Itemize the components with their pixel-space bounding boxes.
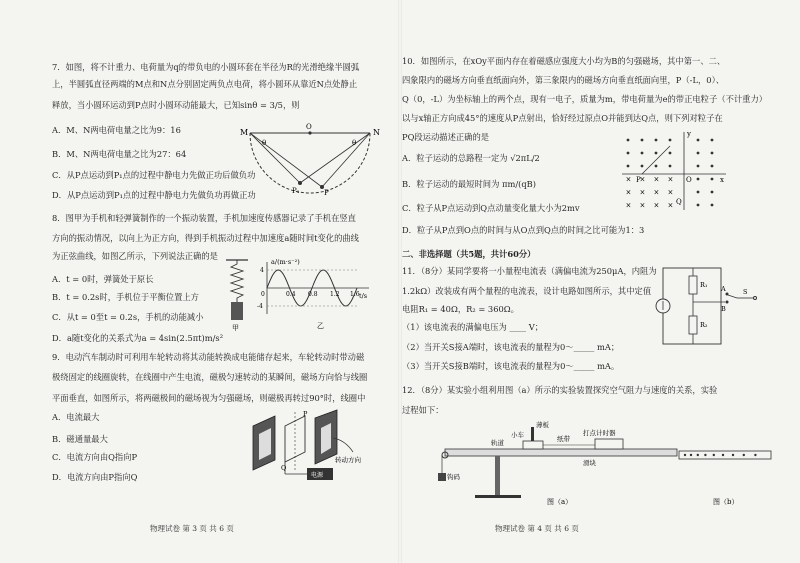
q8-spring-phone-figure bbox=[222, 258, 252, 330]
field-dot-mark bbox=[697, 191, 700, 194]
field-cross-mark: × bbox=[625, 175, 632, 184]
field-cross-mark: × bbox=[667, 188, 674, 197]
q8-line3: 为正弦曲线，如图乙所示，下列说法正确的是 bbox=[52, 251, 218, 261]
field-cross-mark: × bbox=[667, 201, 674, 210]
q8-label-jia: 甲 bbox=[232, 324, 239, 332]
q8-option-d: D．a随t变化的关系式为a = 4sin(2.5πt)m/s² bbox=[52, 333, 224, 343]
q9-line1: 9．电动汽车制动时可利用车轮转动将其动能转换成电能储存起来，车轮转动时带动磁 bbox=[52, 352, 365, 362]
q11-part2: （2）当开关S接A端时，该电流表的量程为0～_____ mA； bbox=[402, 342, 620, 352]
q8-option-c: C．从t = 0至t = 0.2s，手机的动能减小 bbox=[52, 312, 204, 322]
field-dot-mark bbox=[697, 139, 700, 142]
q7-semicircle-figure bbox=[240, 125, 380, 195]
q7-label-p1: P₁ bbox=[292, 187, 300, 195]
field-dot-mark bbox=[697, 165, 700, 168]
q7-line2: 上，半圆弧直径两端的M点和N点分别固定两负点电荷，将小圆环从靠近N点处静止 bbox=[52, 79, 358, 89]
q7-label-m: M bbox=[240, 128, 249, 137]
q8-label-yi: 乙 bbox=[317, 322, 324, 330]
q11-circuit-figure bbox=[645, 262, 785, 352]
q11-part1: （1）该电流表的满偏电压为 ____ V； bbox=[402, 322, 543, 332]
q10-option-b: B．粒子运动的最短时间为 πm/(qB) bbox=[402, 179, 536, 189]
q9-label-p: P bbox=[303, 410, 308, 418]
field-cross-mark: × bbox=[653, 188, 660, 197]
q12-label-timer: 打点计时器 bbox=[583, 429, 616, 437]
q10-line4: 以与x轴正方向成45°的速度从P点射出，恰好经过原点O并能到达Q点，则下列对粒子在 bbox=[402, 113, 723, 123]
q9-option-d: D．电流方向由P指向Q bbox=[52, 472, 138, 482]
field-dot-mark bbox=[641, 165, 644, 168]
q12-label-tape: 纸带 bbox=[557, 435, 570, 443]
q12-label-car: 小车 bbox=[511, 431, 524, 439]
field-cross-mark: × bbox=[639, 188, 646, 197]
tape-dot bbox=[732, 454, 734, 456]
q7-option-c: C．从P点运动到P₁点的过程中静电力先做正功后做负功 bbox=[52, 170, 256, 180]
q11-line3: 电阻R₁ = 40Ω，R₂ = 360Ω。 bbox=[402, 304, 519, 314]
tape-dot bbox=[697, 454, 699, 456]
tape-dot bbox=[722, 454, 724, 456]
q8-line1: 8．图甲为手机和轻弹簧制作的一个振动装置，手机加速度传感器记录了手机在竖直 bbox=[52, 213, 356, 223]
q8-tick-0: 0 bbox=[261, 291, 265, 298]
q10-label-o: O bbox=[686, 176, 692, 184]
q9-option-a: A．电流最大 bbox=[52, 412, 100, 422]
q8-tlabel: t/s bbox=[359, 292, 368, 300]
q11-line2: 1.2kΩ）改装成有两个量程的电流表，设计电路如图所示，其中定值 bbox=[402, 286, 652, 296]
field-dot-mark bbox=[711, 139, 714, 142]
q11-label-a: A bbox=[721, 285, 726, 293]
tape-dot bbox=[754, 454, 756, 456]
q12-tape-figure-b bbox=[675, 415, 775, 505]
q8-acceleration-graph bbox=[257, 258, 372, 330]
field-dot-mark bbox=[697, 152, 700, 155]
q10-line3: Q（0，-L）为坐标轴上的两个点，现有一电子，质量为m，带电荷量为e的带正电粒子（不计重力） bbox=[402, 94, 768, 104]
q10-magnetic-field-figure bbox=[620, 130, 730, 212]
field-dot-mark bbox=[711, 204, 714, 207]
q11-line1: 11．（8分）某同学要将一小量程电流表（满偏电流为250μA，内阻为 bbox=[402, 266, 657, 276]
q10-label-q: Q bbox=[676, 198, 682, 206]
field-dot-mark bbox=[711, 165, 714, 168]
q10-line5: PQ段运动描述正确的是 bbox=[402, 132, 490, 142]
q9-line2: 极绕固定的线圈旋转，在线圈中产生电流，磁极匀速转动的某瞬间，磁场方向恰与线圈 bbox=[52, 372, 368, 382]
field-cross-mark: × bbox=[625, 188, 632, 197]
field-dot-mark bbox=[711, 152, 714, 155]
q12-label-slider: 滑块 bbox=[583, 459, 596, 467]
q8-line2: 方向的振动情况，以向上为正方向，得到手机振动过程中加速度a随时间t变化的曲线 bbox=[52, 233, 359, 243]
field-cross-mark: × bbox=[653, 201, 660, 210]
tape-dot bbox=[713, 454, 715, 456]
q10-option-a: A．粒子运动的总路程一定为 √2πL/2 bbox=[402, 153, 540, 163]
q8-tick-04: 0.4 bbox=[286, 291, 296, 298]
q9-line3: 平面垂直，如图所示，将两磁极间的磁场视为匀强磁场，则磁极再转过90°时，线圈中 bbox=[52, 393, 366, 403]
q11-label-r1: R₁ bbox=[700, 281, 708, 289]
q12-label-rail: 轨道 bbox=[491, 439, 504, 447]
q7-label-theta-left: θ bbox=[262, 139, 267, 147]
field-cross-mark: × bbox=[653, 175, 660, 184]
q8-y-minus4: -4 bbox=[257, 303, 263, 310]
q12-label-plate: 薄板 bbox=[536, 421, 549, 429]
field-dot-mark bbox=[627, 165, 630, 168]
q11-part3: （3）当开关S接B端时，该电流表的量程为0～_____ mA。 bbox=[402, 361, 620, 371]
q10-label-p: P bbox=[636, 176, 641, 184]
q9-option-c: C．电流方向由Q指向P bbox=[52, 452, 138, 462]
section-2-heading: 二、非选择题（共5题，共计60分） bbox=[402, 249, 536, 259]
q9-rotation-label: 转动方向 bbox=[335, 456, 361, 464]
q10-line1: 10．如图所示，在xOy平面内存在着磁感应强度大小均为B的匀强磁场，其中第一、二、 bbox=[402, 56, 726, 66]
q7-option-a: A．M、N两电荷电量之比为9：16 bbox=[52, 125, 181, 135]
q7-option-b: B．M、N两电荷电量之比为27：64 bbox=[52, 149, 187, 159]
field-dot-mark bbox=[711, 178, 714, 181]
field-dot-mark bbox=[669, 139, 672, 142]
field-dot-mark bbox=[655, 165, 658, 168]
q8-tick-12: 1.2 bbox=[330, 291, 340, 298]
q9-label-q: Q bbox=[281, 464, 287, 472]
q10-line2: 四象限内的磁场方向垂直纸面向外，第三象限内的磁场方向垂直纸面向里，P（-L，0）、 bbox=[402, 75, 725, 85]
field-cross-mark: × bbox=[625, 201, 632, 210]
q7-label-n: N bbox=[373, 128, 380, 137]
q7-line1: 7．如图，将不计重力、电荷量为q的带负电的小圆环套在半径为R的光滑绝缘半圆弧 bbox=[52, 62, 360, 72]
page-4 bbox=[400, 0, 800, 563]
q12-line1: 12．（8分）某实验小组利用图（a）所示的实验装置探究空气阻力与速度的关系，实验 bbox=[402, 385, 718, 395]
field-dot-mark bbox=[669, 165, 672, 168]
footer-page-4: 物理试卷 第 4 页 共 6 页 bbox=[495, 524, 579, 533]
q9-magnet-coil-figure bbox=[245, 408, 365, 483]
q10-option-d: D．粒子从P点到O点的时间与从O点到Q点的时间之比可能为1：3 bbox=[402, 225, 645, 235]
field-dot-mark bbox=[711, 191, 714, 194]
q11-label-s: S bbox=[743, 288, 748, 296]
q10-label-y: y bbox=[687, 130, 691, 138]
tape-dot bbox=[704, 454, 706, 456]
q7-label-p: P bbox=[324, 189, 329, 197]
q12-label-hook: 钩码 bbox=[447, 473, 460, 481]
field-cross-mark: × bbox=[639, 175, 646, 184]
q12-caption-a: 图（a） bbox=[547, 498, 573, 506]
field-cross-mark: × bbox=[639, 201, 646, 210]
tape-dot bbox=[690, 454, 692, 456]
q9-box-label: 电源 bbox=[311, 472, 324, 479]
q8-tick-08: 0.8 bbox=[308, 291, 318, 298]
q8-y-plus4: 4 bbox=[260, 267, 264, 274]
q12-apparatus-figure-a bbox=[435, 415, 685, 505]
field-dot-mark bbox=[655, 152, 658, 155]
field-dot-mark bbox=[697, 178, 700, 181]
footer-page-3: 物理试卷 第 3 页 共 6 页 bbox=[150, 524, 234, 533]
field-dot-mark bbox=[641, 139, 644, 142]
q7-label-theta-right: θ bbox=[352, 139, 357, 147]
field-cross-mark: × bbox=[667, 175, 674, 184]
q7-option-d: D．从P点运动到P₁点的过程中静电力先做负功再做正功 bbox=[52, 190, 256, 200]
tape-dot bbox=[743, 454, 745, 456]
q12-line2: 过程如下： bbox=[402, 405, 444, 415]
q9-option-b: B．磁通量最大 bbox=[52, 434, 108, 444]
field-dot-mark bbox=[697, 204, 700, 207]
q10-option-c: C．粒子从P点运动到Q点动量变化量大小为2mv bbox=[402, 203, 580, 213]
q11-label-b: B bbox=[721, 305, 726, 313]
q8-tick-16: 1.6 bbox=[350, 291, 360, 298]
q7-line3: 释放，当小圆环运动到P点时小圆环动能最大，已知sinθ = 3/5，则 bbox=[52, 100, 300, 110]
field-dot-mark bbox=[627, 152, 630, 155]
field-dot-mark bbox=[655, 139, 658, 142]
field-dot-mark bbox=[627, 139, 630, 142]
field-dot-mark bbox=[641, 152, 644, 155]
tape-dot bbox=[684, 454, 686, 456]
field-dot-mark bbox=[669, 152, 672, 155]
q11-label-r2: R₂ bbox=[700, 321, 708, 329]
q7-label-o: O bbox=[306, 123, 312, 131]
q8-option-b: B．t = 0.2s时，手机位于平衡位置上方 bbox=[52, 292, 199, 302]
q12-caption-b: 图（b） bbox=[713, 498, 739, 506]
q8-option-a: A．t = 0时，弹簧处于原长 bbox=[52, 274, 154, 284]
q10-label-x: x bbox=[720, 176, 724, 184]
q8-ylabel: a/(m·s⁻²) bbox=[271, 258, 300, 266]
